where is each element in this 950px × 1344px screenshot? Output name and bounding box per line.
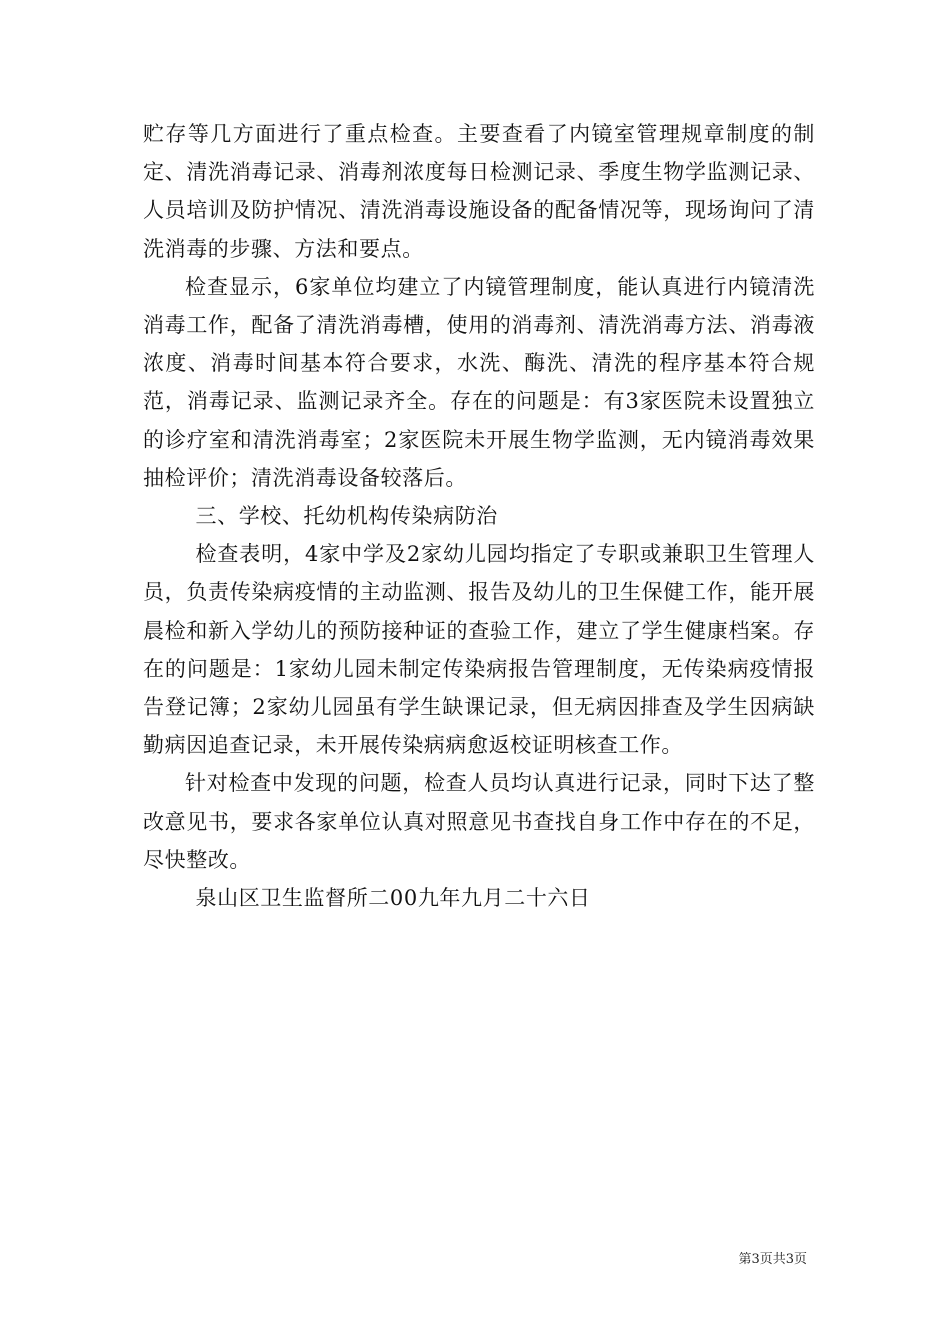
document-body <box>143 115 815 917</box>
paragraph-inspection-scope: 贮存等几方面进行了重点检查。主要查看了内镜室管理规章制度的制定、清洗消毒记录、消毒剂浓度每日检测记录、季度生物学监测记录、人员培训及防护情况、清洗消毒设施设备的配备情况等，现场询问了清洗消毒的步骤、方法和要点。 <box>143 122 815 261</box>
signature-date-line: 泉山区卫生监督所二00九年九月二十六日 <box>195 886 591 911</box>
paragraph-school-findings: 检查表明，4家中学及2家幼儿园均指定了专职或兼职卫生管理人员，负责传染病疫情的主动监测、报告及幼儿的卫生保健工作，能开展晨检和新入学幼儿的预防接种证的查验工作，建立了学生健康档案。存在的问题是：1家幼儿园未制定传染病报告管理制度，无传染病疫情报告登记簿；2家幼儿园虽有学生缺课记录，但无病因排查及学生因病缺勤病因追查记录，未开展传染病病愈返校证明核查工作。 <box>143 542 815 758</box>
paragraph-rectification: 针对检查中发现的问题，检查人员均认真进行记录，同时下达了整改意见书，要求各家单位认真对照意见书查找自身工作中存在的不足，尽快整改。 <box>143 771 815 872</box>
paragraph-endoscope-findings: 检查显示，6家单位均建立了内镜管理制度，能认真进行内镜清洗消毒工作，配备了清洗消毒槽，使用的消毒剂、清洗消毒方法、消毒液浓度、消毒时间基本符合要求，水洗、酶洗、清洗的程序基本符合规范，消毒记录、监测记录齐全。存在的问题是：有3家医院未设置独立的诊疗室和清洗消毒室；2家医院未开展生物学监测，无内镜消毒效果抽检评价；清洗消毒设备较落后。 <box>143 274 815 490</box>
page-number: 第3页共3页 <box>738 1252 807 1267</box>
section-heading-schools: 三、学校、托幼机构传染病防治 <box>195 504 498 529</box>
